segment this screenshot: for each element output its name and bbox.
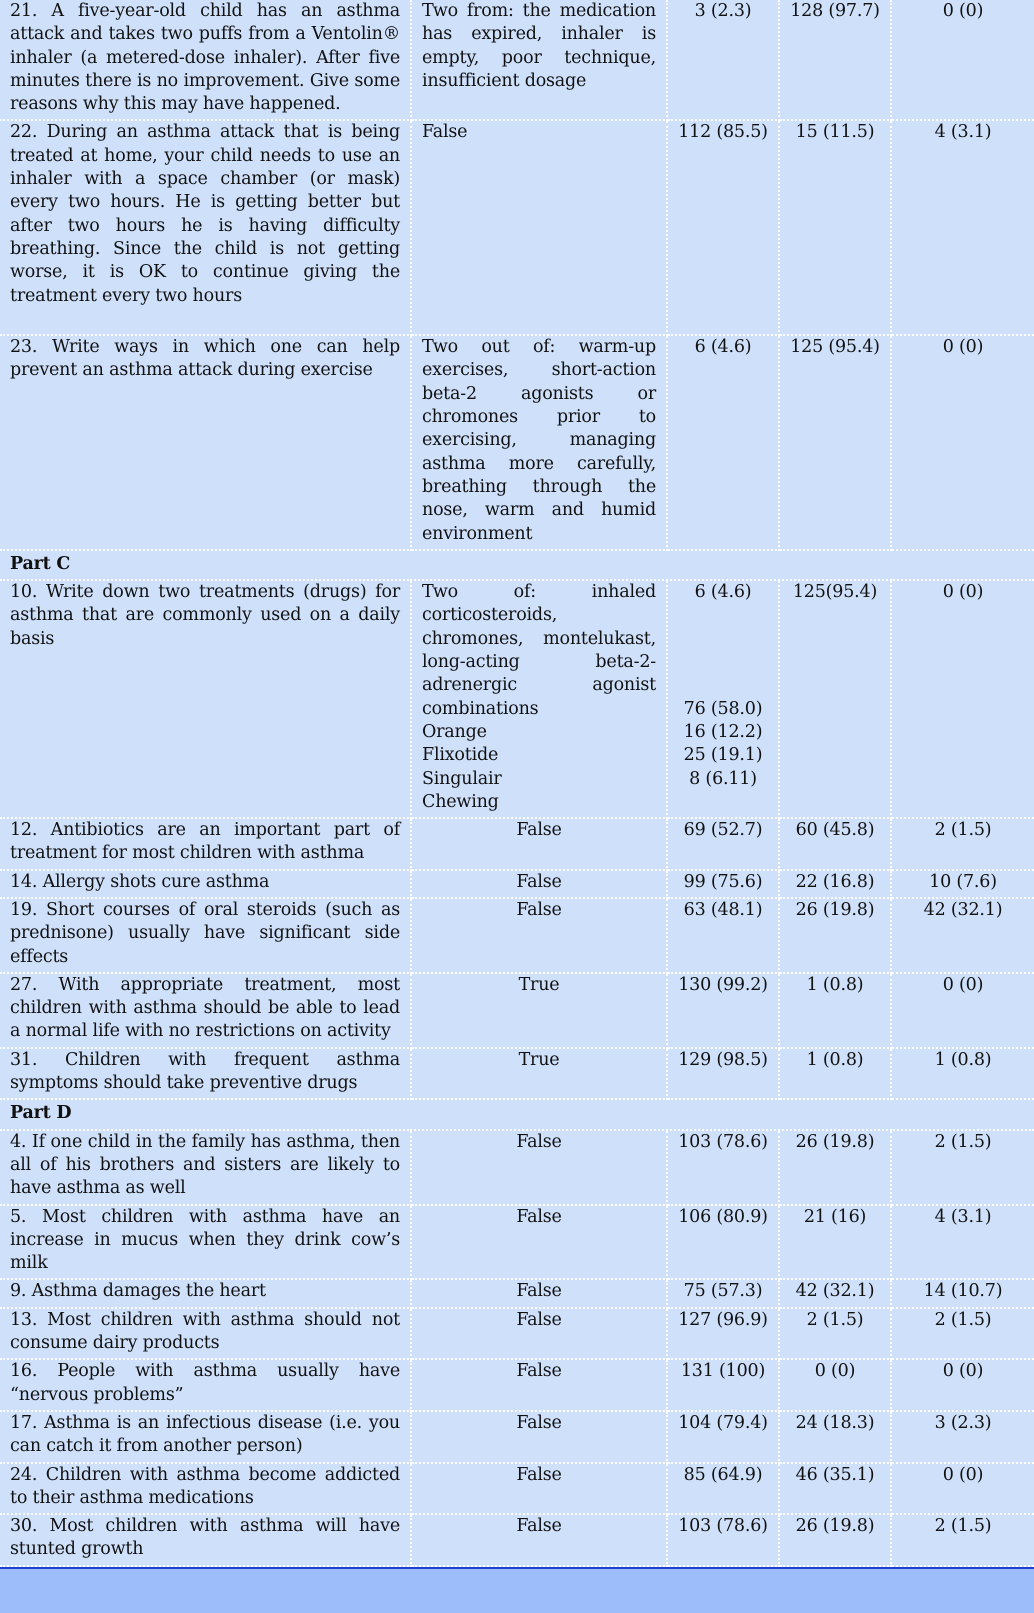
correct-count-cell — [667, 120, 779, 335]
count-value: 24 (18.3) — [795, 1412, 875, 1433]
drug-name-label: Orange — [422, 721, 487, 742]
question-cell — [0, 1205, 411, 1280]
count-value: 104 (79.4) — [678, 1412, 768, 1433]
no-answer-count-cell — [891, 335, 1034, 550]
count-value: 2 (1.5) — [934, 1309, 992, 1330]
table-row — [0, 1279, 1034, 1307]
table-row — [0, 1048, 1034, 1100]
count-value: 106 (80.9) — [678, 1206, 768, 1227]
incorrect-count-cell — [779, 1411, 891, 1463]
count-value: 0 (0) — [942, 974, 984, 995]
incorrect-count-cell — [779, 120, 891, 335]
count-value: 63 (48.1) — [683, 899, 763, 920]
correct-answer-text: False — [516, 1206, 562, 1227]
table-row — [0, 1411, 1034, 1463]
correct-answer-text: False — [516, 1412, 562, 1433]
question-text: 9. Asthma damages the heart — [10, 1281, 266, 1302]
question-text: 4. If one child in the family has asthma, then all of his brothers and sisters are likely to have asthma as well — [10, 1131, 400, 1199]
count-value: 42 (32.1) — [923, 899, 1003, 920]
question-cell — [0, 1308, 411, 1360]
count-value: 99 (75.6) — [683, 871, 763, 892]
correct-answer-text: False — [516, 871, 562, 892]
answer-cell — [411, 120, 667, 335]
correct-count-cell — [667, 1279, 779, 1307]
count-value: 2 (1.5) — [934, 820, 992, 841]
count-value: 85 (64.9) — [683, 1464, 763, 1485]
question-text: 31. Children with frequent asthma symptoms should take preventive drugs — [10, 1049, 400, 1094]
correct-count-cell — [667, 1411, 779, 1463]
incorrect-count-cell — [779, 818, 891, 870]
correct-count-cell — [667, 580, 779, 818]
section-label: Part C — [0, 550, 1034, 580]
correct-answer-text: False — [516, 1464, 562, 1485]
answer-cell — [411, 1463, 667, 1515]
question-text: 17. Asthma is an infectious disease (i.e. you can catch it from another person) — [10, 1412, 400, 1457]
no-answer-count-cell — [891, 1205, 1034, 1280]
count-value: 46 (35.1) — [795, 1464, 875, 1485]
table-row — [0, 870, 1034, 898]
table-row — [0, 973, 1034, 1048]
question-text: 5. Most children with asthma have an increase in mucus when they drink cow’s milk — [10, 1206, 400, 1274]
question-cell — [0, 1130, 411, 1205]
count-value: 75 (57.3) — [683, 1281, 763, 1302]
correct-answer-text: False — [516, 1281, 562, 1302]
table-row — [0, 1463, 1034, 1515]
correct-count-cell — [667, 1359, 779, 1411]
question-cell — [0, 1279, 411, 1307]
no-answer-count-cell — [891, 0, 1034, 120]
table-row — [0, 580, 1034, 818]
question-cell — [0, 1514, 411, 1566]
count-value: 103 (78.6) — [678, 1516, 768, 1537]
count-value: 21 (16) — [803, 1206, 867, 1227]
incorrect-count-cell — [779, 1308, 891, 1360]
question-cell — [0, 818, 411, 870]
incorrect-count-cell — [779, 1130, 891, 1205]
answer-cell — [411, 1308, 667, 1360]
answer-cell — [411, 1359, 667, 1411]
table-row — [0, 818, 1034, 870]
count-value: 127 (96.9) — [678, 1309, 768, 1330]
correct-answer-text: False — [516, 899, 562, 920]
correct-answer-text: False — [516, 1309, 562, 1330]
count-value: 2 (1.5) — [806, 1309, 864, 1330]
correct-count-cell — [667, 0, 779, 120]
incorrect-count-cell — [779, 580, 891, 818]
drug-count-value: 76 (58.0) — [683, 698, 763, 719]
count-value: 22 (16.8) — [795, 871, 875, 892]
correct-answer-text: False — [516, 1131, 562, 1152]
count-value: 3 (2.3) — [934, 1412, 992, 1433]
table-footer-band — [0, 1569, 1034, 1613]
correct-answer-text: True — [518, 974, 560, 995]
correct-answer-text: False — [422, 122, 468, 143]
no-answer-count-cell — [891, 1411, 1034, 1463]
count-value: 0 (0) — [942, 337, 984, 358]
answer-cell — [411, 0, 667, 120]
question-cell — [0, 0, 411, 120]
correct-count-cell — [667, 1205, 779, 1280]
answer-cell — [411, 580, 667, 818]
count-value: 3 (2.3) — [694, 1, 752, 21]
no-answer-count-cell — [891, 818, 1034, 870]
table-row — [0, 1205, 1034, 1280]
count-value: 60 (45.8) — [795, 820, 875, 841]
question-text: 23. Write ways in which one can help prevent an asthma attack during exercise — [10, 337, 400, 381]
question-text: 27. With appropriate treatment, most children with asthma should be able to lead a normal life with no restrictions on activity — [10, 974, 400, 1042]
section-header-row — [0, 1099, 1034, 1129]
no-answer-count-cell — [891, 580, 1034, 818]
count-value: 42 (32.1) — [795, 1281, 875, 1302]
correct-answer-text: Two of: inhaled corticosteroids, chromones, montelukast, long-acting beta-2-adrenergic agonist combinations — [422, 582, 656, 719]
question-text: 30. Most children with asthma will have stunted growth — [10, 1516, 400, 1560]
count-value: 4 (3.1) — [934, 122, 992, 143]
correct-count-cell — [667, 818, 779, 870]
correct-count-cell — [667, 898, 779, 973]
correct-count-cell — [667, 1514, 779, 1566]
count-value: 10 (7.6) — [929, 871, 997, 892]
question-text: 19. Short courses of oral steroids (such as prednisone) usually have significant side effects — [10, 899, 400, 967]
answer-cell — [411, 1514, 667, 1566]
count-value: 0 (0) — [814, 1361, 856, 1382]
incorrect-count-cell — [779, 898, 891, 973]
incorrect-count-cell — [779, 870, 891, 898]
count-value: 1 (0.8) — [934, 1049, 992, 1070]
correct-answer-text: False — [516, 1361, 562, 1382]
count-value: 2 (1.5) — [934, 1131, 992, 1152]
incorrect-count-cell — [779, 1463, 891, 1515]
question-cell — [0, 1048, 411, 1100]
question-text: 14. Allergy shots cure asthma — [10, 871, 270, 892]
question-cell — [0, 898, 411, 973]
count-value: 4 (3.1) — [934, 1206, 992, 1227]
count-value: 26 (19.8) — [795, 1131, 875, 1152]
no-answer-count-cell — [891, 1048, 1034, 1100]
count-value: 128 (97.7) — [790, 1, 880, 21]
no-answer-count-cell — [891, 870, 1034, 898]
count-value: 6 (4.6) — [694, 582, 752, 603]
count-value: 2 (1.5) — [934, 1516, 992, 1537]
incorrect-count-cell — [779, 973, 891, 1048]
table-row — [0, 1130, 1034, 1205]
count-value: 14 (10.7) — [923, 1281, 1003, 1302]
incorrect-count-cell — [779, 1048, 891, 1100]
drug-name-label: Flixotide — [422, 745, 499, 766]
question-cell — [0, 973, 411, 1048]
count-value: 130 (99.2) — [678, 974, 768, 995]
drug-count-value: 16 (12.2) — [683, 721, 763, 742]
answer-cell — [411, 1205, 667, 1280]
answer-cell — [411, 973, 667, 1048]
table-row — [0, 1514, 1034, 1566]
answer-cell — [411, 1048, 667, 1100]
no-answer-count-cell — [891, 1463, 1034, 1515]
no-answer-count-cell — [891, 1130, 1034, 1205]
answer-cell — [411, 898, 667, 973]
no-answer-count-cell — [891, 120, 1034, 335]
no-answer-count-cell — [891, 1359, 1034, 1411]
no-answer-count-cell — [891, 898, 1034, 973]
incorrect-count-cell — [779, 1279, 891, 1307]
answer-cell — [411, 1279, 667, 1307]
question-cell — [0, 120, 411, 335]
section-label: Part D — [0, 1099, 1034, 1129]
question-cell — [0, 1411, 411, 1463]
drug-name-label: Singulair — [422, 768, 502, 789]
incorrect-count-cell — [779, 1359, 891, 1411]
count-value: 0 (0) — [942, 1, 984, 21]
correct-count-cell — [667, 1130, 779, 1205]
count-value: 125 (95.4) — [790, 337, 880, 358]
table-row — [0, 1359, 1034, 1411]
no-answer-count-cell — [891, 1279, 1034, 1307]
correct-answer-text: False — [516, 820, 562, 841]
count-value: 103 (78.6) — [678, 1131, 768, 1152]
incorrect-count-cell — [779, 1205, 891, 1280]
count-value: 26 (19.8) — [795, 899, 875, 920]
count-value: 15 (11.5) — [795, 122, 875, 143]
drug-count-value: 8 (6.11) — [689, 768, 757, 789]
correct-count-cell — [667, 335, 779, 550]
question-cell — [0, 335, 411, 550]
incorrect-count-cell — [779, 1514, 891, 1566]
table-row — [0, 120, 1034, 335]
no-answer-count-cell — [891, 973, 1034, 1048]
answer-cell — [411, 870, 667, 898]
correct-count-cell — [667, 973, 779, 1048]
section-header-row — [0, 550, 1034, 580]
question-text: 16. People with asthma usually have “nervous problems” — [10, 1361, 400, 1405]
count-value: 1 (0.8) — [806, 974, 864, 995]
correct-answer-text: False — [516, 1516, 562, 1537]
alignment-spacer — [678, 604, 768, 697]
question-text: 24. Children with asthma become addicted to their asthma medications — [10, 1464, 400, 1508]
blank-line — [10, 308, 400, 331]
question-text: 21. A five-year-old child has an asthma attack and takes two puffs from a Ventolin® inhaler (a metered-dose inhaler). After five minutes there is no improvement. Give some reasons why this may have happened. — [10, 1, 400, 115]
count-value: 69 (52.7) — [683, 820, 763, 841]
question-text: 12. Antibiotics are an important part of treatment for most children with asthma — [10, 820, 400, 864]
count-value: 125(95.4) — [792, 582, 878, 603]
table-row — [0, 1308, 1034, 1360]
answer-cell — [411, 1411, 667, 1463]
answer-cell — [411, 1130, 667, 1205]
table-row — [0, 0, 1034, 120]
no-answer-count-cell — [891, 1514, 1034, 1566]
question-text: 10. Write down two treatments (drugs) for asthma that are commonly used on a daily basis — [10, 582, 400, 649]
correct-answer-text: True — [518, 1049, 560, 1070]
question-text: 22. During an asthma attack that is being treated at home, your child needs to use an inhaler with a space chamber (or mask) every two hours. He is getting better but after two hours he is having difficulty breathing. Since the child is not getting worse, it is OK to continue giving the treatment every two hours — [10, 122, 400, 306]
question-text: 13. Most children with asthma should not consume dairy products — [10, 1309, 400, 1354]
drug-count-value: 25 (19.1) — [683, 745, 763, 766]
count-value: 6 (4.6) — [694, 337, 752, 358]
count-value: 1 (0.8) — [806, 1049, 864, 1070]
correct-count-cell — [667, 1048, 779, 1100]
table-row — [0, 898, 1034, 973]
incorrect-count-cell — [779, 0, 891, 120]
no-answer-count-cell — [891, 1308, 1034, 1360]
question-cell — [0, 580, 411, 818]
incorrect-count-cell — [779, 335, 891, 550]
question-cell — [0, 1359, 411, 1411]
count-value: 131 (100) — [680, 1361, 766, 1382]
correct-count-cell — [667, 870, 779, 898]
table-row — [0, 335, 1034, 550]
count-value: 0 (0) — [942, 1464, 984, 1485]
drug-name-label: Chewing — [422, 791, 499, 812]
count-value: 26 (19.8) — [795, 1516, 875, 1537]
count-value: 0 (0) — [942, 1361, 984, 1382]
count-value: 0 (0) — [942, 582, 984, 603]
correct-count-cell — [667, 1463, 779, 1515]
correct-answer-text: Two out of: warm-up exercises, short-action beta-2 agonists or chromones prior to exercising, managing asthma more carefully, breathing through the nose, warm and humid environment — [422, 337, 656, 544]
answer-cell — [411, 335, 667, 550]
correct-answer-text: Two from: the medication has expired, inhaler is empty, poor technique, insufficient dosage — [422, 1, 656, 91]
question-cell — [0, 870, 411, 898]
question-cell — [0, 1463, 411, 1515]
correct-count-cell — [667, 1308, 779, 1360]
count-value: 112 (85.5) — [678, 122, 768, 143]
answer-cell — [411, 818, 667, 870]
count-value: 129 (98.5) — [678, 1049, 768, 1070]
